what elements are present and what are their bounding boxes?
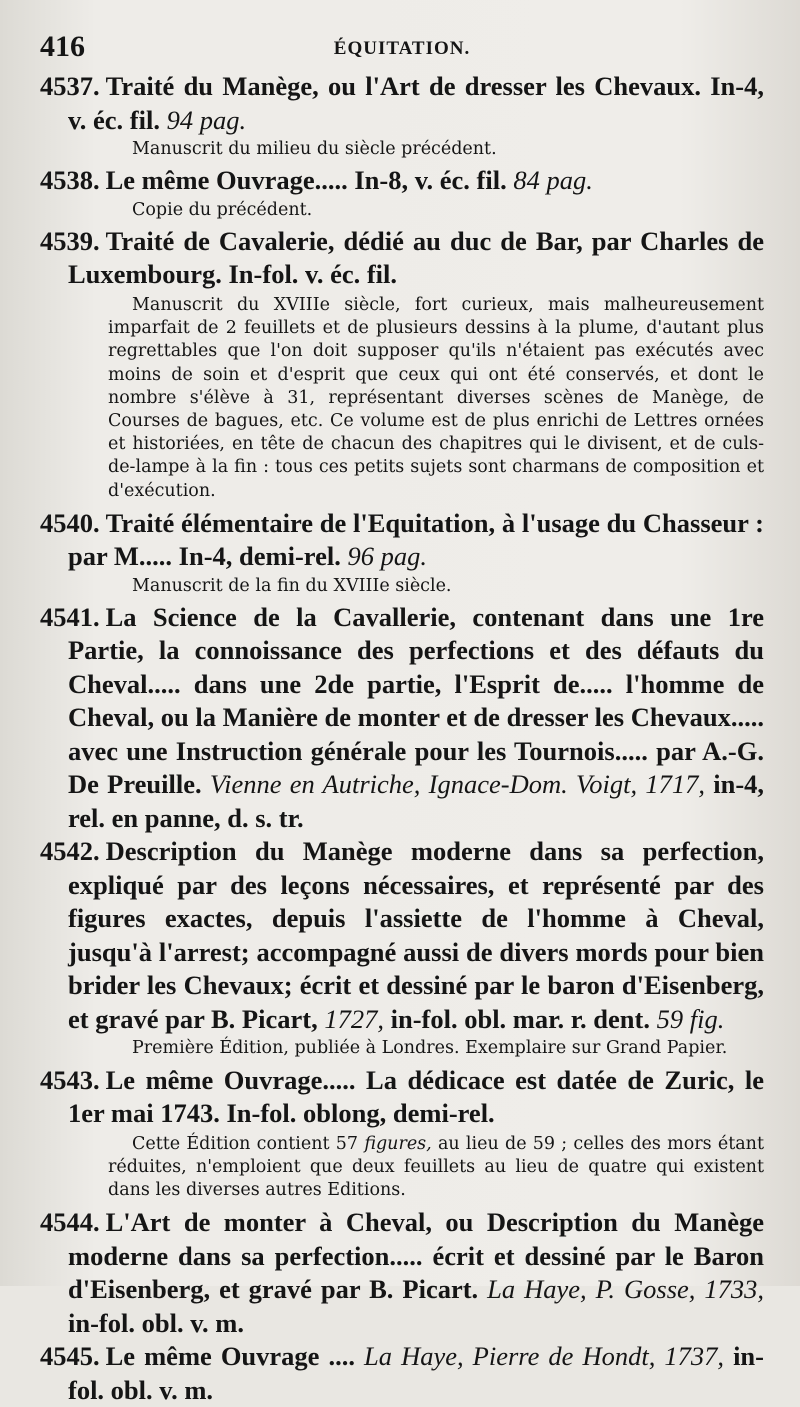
entry-text: Le même Ouvrage..... In-8, v. éc. fil. [105,165,507,196]
entry-number: 4537. [40,71,100,101]
entry-format: in-4, rel. en panne, d. s. tr. [68,769,765,833]
entry-4541 [40,601,764,836]
page-number: 416 [40,30,85,63]
entry-number: 4545. [40,1341,100,1372]
entry-text: Traité du Manège, ou l'Art de dresser les Chevaux. In-4, v. éc. fil. [68,71,764,135]
entry-number: 4542. [40,836,100,867]
entry-number: 4539. [40,225,100,256]
entry-imprint: La Haye, Pierre de Hondt, 1737, [364,1341,725,1372]
entry-year: 1727, [324,1003,384,1034]
entry-text: La Science de la Cavallerie, contenant dans une 1re Partie, la connoissance des perfections et des défauts du Cheval..... dans une 2de partie, l'Esprit de..... l'homme de Cheval, ou la Manière de monter et de dresser les Chevaux..... avec une Instruction générale pour les Tournois..... par A.-G. De Preuille. [68,601,764,800]
entry-4538 [40,164,764,198]
entry-note: Manuscrit du XVIIIe siècle, fort curieux, mais malheureusement imparfait de 2 feuillets et de plusieurs dessins à la plume, d'autant plus regrettables que l'on doit supposer qu'ils n'étaient pas exécutés avec moins de soin et d'esprit que ceux qui ont été conservés, et dont le nombre s'élève à 31, représentant diverses scènes de Manège, de Courses de bagues, etc. Ce volume est de plus enrichi de Lettres ornées et historiées, en tête de chacun des chapitres qui le divisent, et de culs-de-lampe à la fin : tous ces petits sujets sont charmans de composition et d'exécution. [108,294,764,501]
entry-format: in-fol. obl. mar. r. dent. [390,1003,650,1034]
entry-number: 4544. [40,1207,100,1238]
entry-imprint: Vienne en Autriche, Ignace-Dom. Voigt, 1717, [209,769,705,800]
entry-text: Traité de Cavalerie, dédié au duc de Bar, par Charles de Luxembourg. In-fol. v. éc. fil. [68,225,764,290]
entry-text: Le même Ouvrage..... La dédicace est datée de Zuric, le 1er mai 1743. In-fol. oblong, demi-rel. [68,1064,764,1129]
entry-4537 [40,70,764,137]
entry-4542 [40,835,764,1036]
entry-4543 [40,1064,764,1131]
entry-text: Le même Ouvrage .... [105,1341,355,1372]
entry-figures: 59 fig. [656,1003,725,1034]
entry-note: Manuscrit de la fin du XVIIIe siècle. [132,575,452,596]
entry-pagination: 94 pag. [166,104,247,135]
entry-format: in-fol. obl. v. m. [68,1341,764,1405]
entry-text: L'Art de monter à Cheval, ou Description du Manège moderne dans sa perfection..... écrit et dessiné par le Baron d'Eisenberg, et gravé par B. Picart. [68,1207,764,1305]
entry-number: 4540. [40,507,100,538]
entry-4540 [40,507,764,574]
entry-note [40,1133,764,1203]
running-title: ÉQUITATION. [333,38,471,59]
entry-pagination: 84 pag. [513,165,593,196]
entry-text: Description du Manège moderne dans sa perfection, expliqué par des leçons nécessaires, et représenté par des figures exactes, depuis l'assiette de l'homme à Cheval, jusqu'à l'arrest; accompagné aussi de divers mords pour bien brider les Chevaux; écrit et dessiné par le baron d'Eisenberg, et gravé par B. Picart, [68,836,764,1034]
entry-note: Première Édition, publiée à Londres. Exemplaire sur Grand Papier. [132,1038,728,1059]
note-italic: figures, [364,1133,432,1154]
entry-note: Manuscrit du milieu du siècle précédent. [132,139,497,159]
entry-imprint: La Haye, P. Gosse, 1733, [487,1274,765,1305]
note-rest: au lieu de 59 ; celles des mors étant réduites, n'emploient que deux feuillets au lieu de quatre qui existent dans les diverses autres Editions. [108,1133,764,1201]
note-prefix: Cette Édition contient 57 [132,1133,359,1154]
entry-text: Traité élémentaire de l'Equitation, à l'usage du Chasseur : par M..... In-4, demi-rel. [68,507,764,572]
entry-format: in-fol. obl. v. m. [68,1307,244,1338]
page-header [40,30,764,70]
entry-pagination: 96 pag. [347,541,427,572]
entry-4545 [40,1340,764,1407]
entry-4544 [40,1206,764,1340]
entry-note: Copie du précédent. [132,199,313,220]
entry-number: 4538. [40,165,100,196]
entry-4539 [40,225,764,292]
entry-number: 4541. [40,601,100,632]
entry-number: 4543. [40,1064,100,1095]
